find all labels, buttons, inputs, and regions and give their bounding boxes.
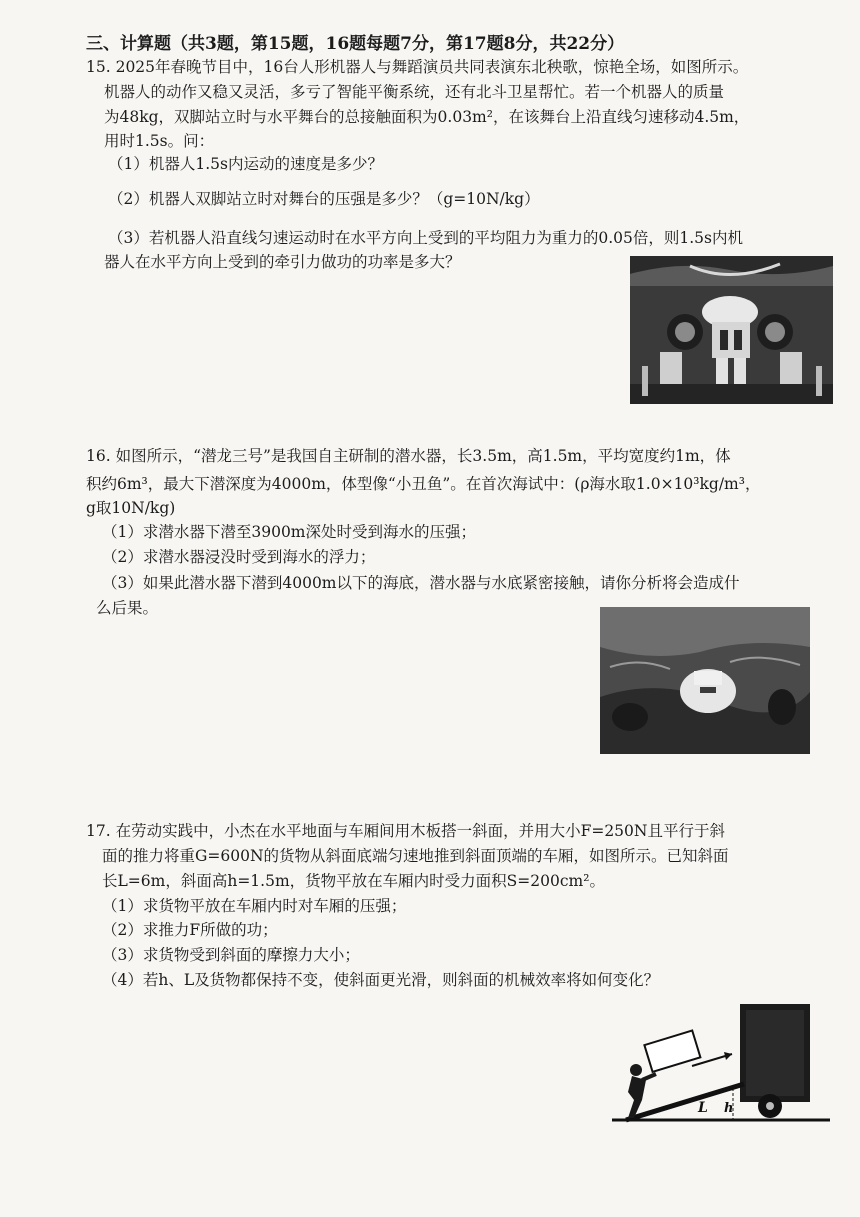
q16-line-2: 积约6m³，最大下潜深度为4000m，体型像“小丑鱼”。在首次海试中：(ρ海水取1.0×10³kg/m³，	[86, 475, 761, 493]
q17-sub-4: （4）若h、L及货物都保持不变，使斜面更光滑，则斜面的机械效率将如何变化？	[102, 971, 660, 989]
q16-line-3: g取10N/kg)	[86, 499, 176, 517]
q17-sub-1: （1）求货物平放在车厢内时对车厢的压强；	[102, 897, 407, 915]
q16-sub-2: （2）求潜水器浸没时受到海水的浮力；	[102, 548, 376, 566]
q17-sub-2: （2）求推力F所做的功；	[102, 921, 278, 939]
q16-sub-3-line-1: （3）如果此潜水器下潜到4000m以下的海底，潜水器与水底紧密接触，请你分析将会造成什	[102, 574, 740, 592]
incline-truck-figure	[612, 1000, 830, 1126]
q15-sub-1: （1）机器人1.5s内运动的速度是多少？	[108, 155, 383, 173]
q17-line-1: 17. 在劳动实践中，小杰在水平地面与车厢间用木板搭一斜面，并用大小F=250N且平行于斜	[86, 822, 725, 840]
q15-line-2: 机器人的动作又稳又灵活，多亏了智能平衡系统，还有北斗卫星帮忙。若一个机器人的质量	[104, 83, 725, 101]
q17-sub-3: （3）求货物受到斜面的摩擦力大小；	[102, 946, 360, 964]
incline-length-label: L	[698, 1100, 708, 1116]
section-title: 三、计算题（共3题，第15题，16题每题7分，第17题8分，共22分）	[86, 34, 625, 54]
q15-sub-3-line-1: （3）若机器人沿直线匀速运动时在水平方向上受到的平均阻力为重力的0.05倍，则1.5s内机	[108, 229, 743, 247]
submersible-photo	[600, 607, 810, 754]
q15-line-3: 为48kg，双脚站立时与水平舞台的总接触面积为0.03m²，在该舞台上沿直线匀速移动4.5m，	[104, 108, 750, 126]
q15-line-4: 用时1.5s。问：	[104, 132, 215, 150]
q15-line-1: 15. 2025年春晚节目中，16台人形机器人与舞蹈演员共同表演东北秧歌，惊艳全场，如图所示。	[86, 58, 749, 76]
q15-sub-2: （2）机器人双脚站立时对舞台的压强是多少？（g=10N/kg）	[108, 190, 540, 208]
q16-sub-1: （1）求潜水器下潜至3900m深处时受到海水的压强；	[102, 523, 477, 541]
q17-line-3: 长L=6m，斜面高h=1.5m，货物平放在车厢内时受力面积S=200cm²。	[102, 872, 605, 890]
incline-height-label: h	[724, 1101, 734, 1116]
q16-sub-3-line-2: 么后果。	[96, 599, 159, 617]
q17-line-2: 面的推力将重G=600N的货物从斜面底端匀速地推到斜面顶端的车厢，如图所示。已知斜面	[102, 847, 729, 865]
q16-line-1: 16. 如图所示，“潜龙三号”是我国自主研制的潜水器，长3.5m，高1.5m，平均宽度约1m，体	[86, 447, 731, 465]
robot-dance-photo	[630, 256, 833, 404]
q15-sub-3-line-2: 器人在水平方向上受到的牵引力做功的功率是多大？	[104, 253, 461, 271]
